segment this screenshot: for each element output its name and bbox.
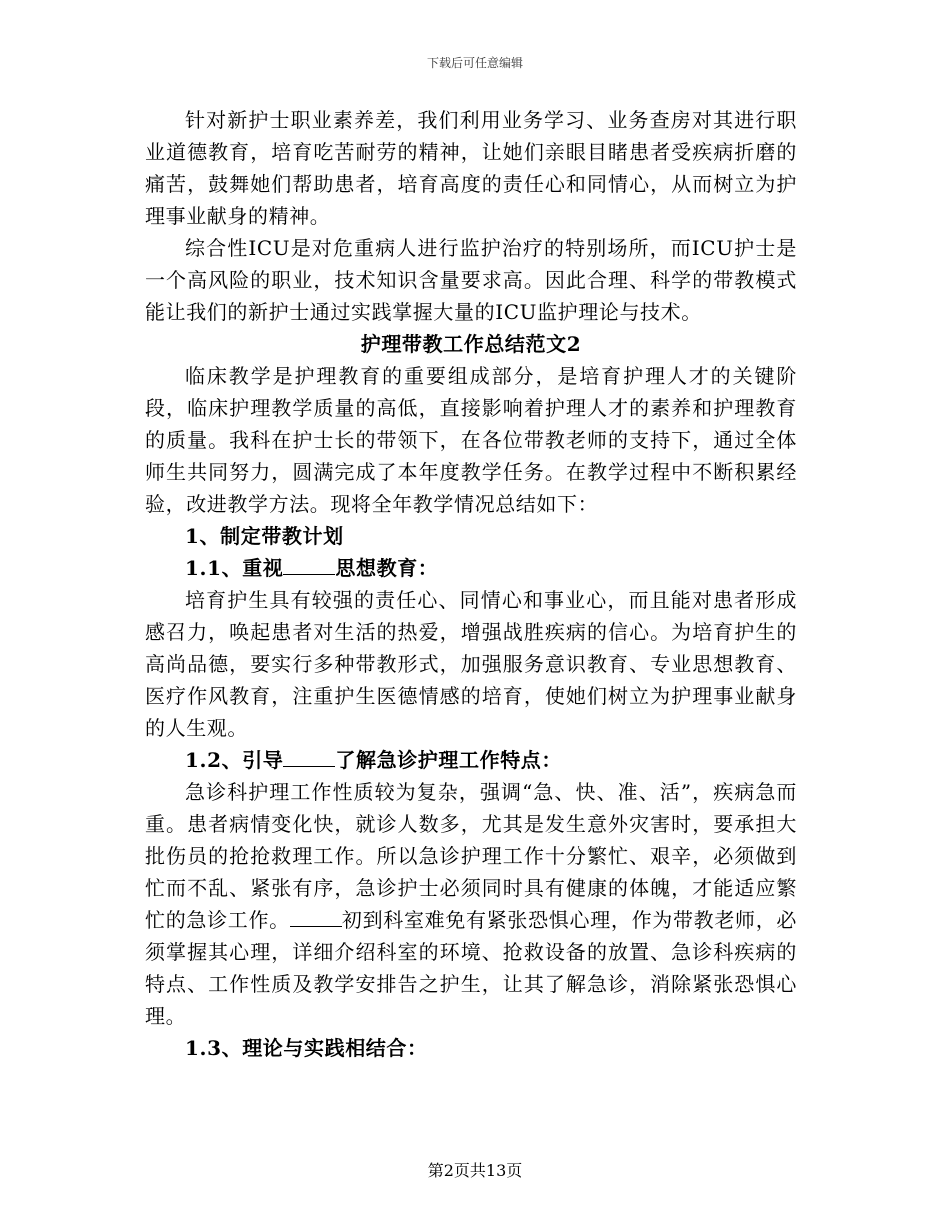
page-number: 第2页共13页: [427, 1161, 523, 1180]
heading-theory-practice: 1.3、理论与实践相结合：: [185, 1036, 428, 1060]
blank-underline: [283, 748, 335, 767]
heading-emergency-suffix: 了解急诊护理工作特点：: [335, 748, 563, 772]
heading-ideology-education: [145, 552, 797, 584]
paragraph-clinical-teaching: 临床教学是护理教育的重要组成部分，是培育护理人才的关键阶段，临床护理教学质量的高低，直接影响着护理人才的素养和护理教育的质量。我科在护士长的带领下，在各位带教老师的支持下，通过全体师生共同努力，圆满完成了本年度教学任务。在教学过程中不断积累经验，改进教学方法。现将全年教学情况总结如下：: [145, 364, 797, 516]
paragraph-cultivate-students: 培育护生具有较强的责任心、同情心和事业心，而且能对患者形成感召力，唤起患者对生活的热爱，增强战胜疾病的信心。为培育护生的高尚品德，要实行多种带教形式，加强服务意识教育、专业思想教育、医疗作风教育，注重护生医德情感的培育，使她们树立为护理事业献身的人生观。: [145, 588, 797, 740]
paragraph-emergency-nursing: [145, 776, 797, 1032]
paragraph-icu: 综合性ICU是对危重病人进行监护治疗的特别场所，而ICU护士是一个高风险的职业，技术知识含量要求高。因此合理、科学的带教模式能让我们的新护士通过实践掌握大量的ICU监护理论与技术。: [145, 236, 797, 324]
heading-ideology-prefix: 1.1、重视: [185, 556, 284, 580]
blank-underline: [290, 908, 342, 927]
heading-ideology-suffix: 思想教育：: [335, 556, 439, 580]
heading-emergency-features: [145, 744, 797, 776]
blank-underline: [283, 556, 335, 575]
paragraph-professional-ethics: 针对新护士职业素养差，我们利用业务学习、业务查房对其进行职业道德教育，培育吃苦耐劳的精神，让她们亲眼目睹患者受疾病折磨的痛苦，鼓舞她们帮助患者，培育高度的责任心和同情心，从而树立为护理事业献身的精神。: [145, 108, 797, 228]
paragraph-emergency-part1: 急诊科护理工作性质较为复杂，强调“急、快、准、活”，疾病急而重。患者病情变化快，就诊人数多，尤其是发生意外灾害时，要承担大批伤员的抢抢救理工作。所以急诊护理工作十分繁忙、艰辛，必须做到忙而不乱、紧张有序，急诊护士必须同时具有健康的体魄，才能适应繁忙的急诊工作。: [145, 780, 797, 932]
page-header-note: 下载后可任意编辑: [426, 56, 523, 70]
document-body: [145, 104, 797, 1064]
heading-teaching-plan: 1、制定带教计划: [185, 524, 344, 548]
section-title: 护理带教工作总结范文2: [360, 332, 582, 356]
heading-emergency-prefix: 1.2、引导: [185, 748, 284, 772]
paragraph-emergency-part2: 初到科室难免有紧张恐惧心理，作为带教老师，必须掌握其心理，详细介绍科室的环境、抢救设备的放置、急诊科疾病的特点、工作性质及教学安排告之护生，让其了解急诊，消除紧张恐惧心理。: [145, 908, 797, 1028]
